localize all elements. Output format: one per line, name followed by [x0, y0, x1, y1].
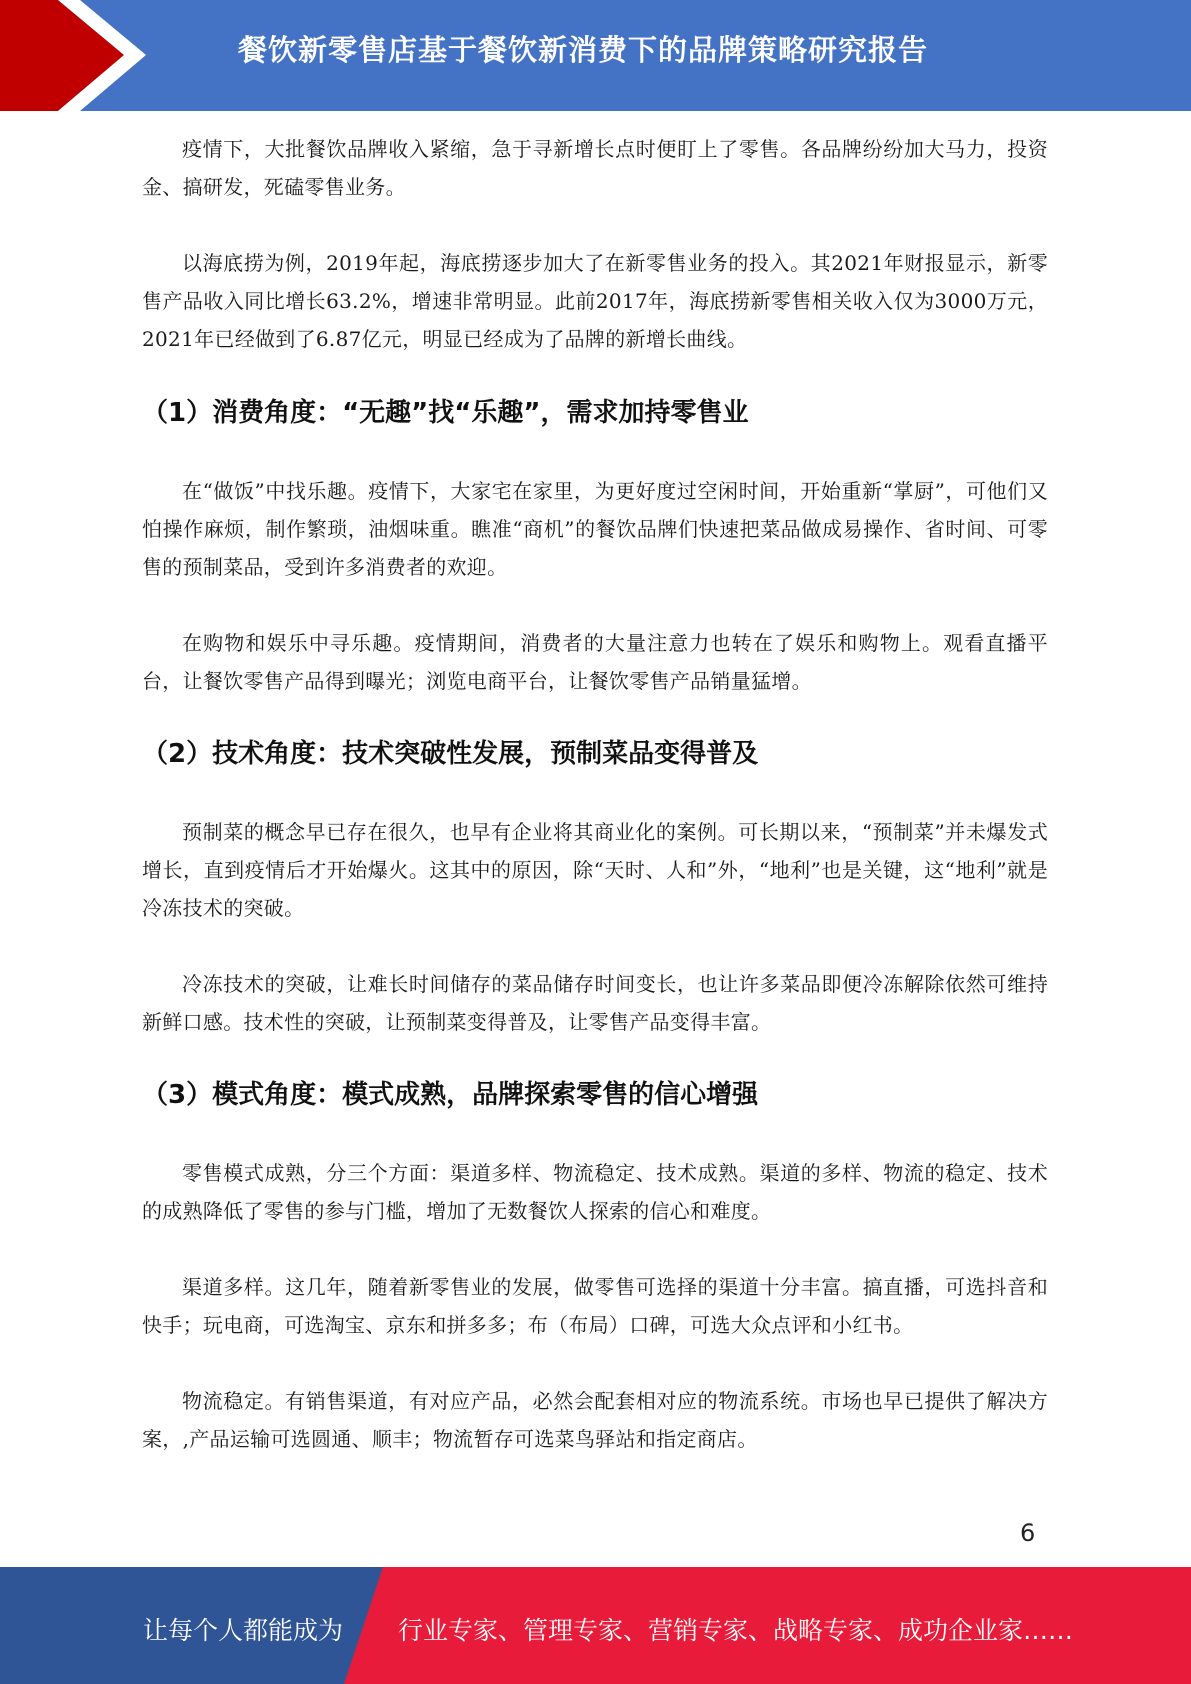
paragraph: 冷冻技术的突破，让难长时间储存的菜品储存时间变长，也让许多菜品即便冷冻解除依然可维持新鲜口感。技术性的突破，让预制菜变得普及，让零售产品变得丰富。 [142, 972, 1048, 1034]
page-header [0, 0, 1191, 111]
paragraph: 预制菜的概念早已存在很久，也早有企业将其商业化的案例。可长期以来，“预制菜”并未爆发式增长，直到疫情后才开始爆火。这其中的原因，除“天时、人和”外，“地利”也是关键，这“地利”就是冷冻技术的突破。 [142, 820, 1048, 920]
footer-slogan-left: 让每个人都能成为 [143, 1616, 344, 1645]
paragraph: 零售模式成熟，分三个方面：渠道多样、物流稳定、技术成熟。渠道的多样、物流的稳定、技术的成熟降低了零售的参与门槛，增加了无数餐饮人探索的信心和难度。 [142, 1161, 1048, 1223]
report-title: 餐饮新零售店基于餐饮新消费下的品牌策略研究报告 [238, 33, 929, 67]
page-number: 6 [1020, 1519, 1036, 1547]
section-heading: （1）消费角度：“无趣”找“乐趣”，需求加持零售业 [142, 398, 749, 428]
paragraph: 疫情下，大批餐饮品牌收入紧缩，急于寻新增长点时便盯上了零售。各品牌纷纷加大马力，投资金、搞研发，死磕零售业务。 [142, 137, 1048, 199]
section-heading: （2）技术角度：技术突破性发展，预制菜品变得普及 [142, 739, 759, 769]
footer-slogan-right: 行业专家、管理专家、营销专家、战略专家、成功企业家…… [398, 1616, 1074, 1645]
page-footer [0, 1567, 1191, 1684]
paragraph: 物流稳定。有销售渠道，有对应产品，必然会配套相对应的物流系统。市场也早已提供了解决方案，,产品运输可选圆通、顺丰；物流暂存可选菜鸟驿站和指定商店。 [142, 1389, 1048, 1451]
article-body [142, 130, 1048, 1458]
section-heading: （3）模式角度：模式成熟，品牌探索零售的信心增强 [142, 1080, 759, 1110]
paragraph: 在“做饭”中找乐趣。疫情下，大家宅在家里，为更好度过空闲时间，开始重新“掌厨”，可他们又怕操作麻烦，制作繁琐，油烟味重。瞧准“商机”的餐饮品牌们快速把菜品做成易操作、省时间、可零售的预制菜品，受到许多消费者的欢迎。 [142, 479, 1048, 579]
paragraph: 在购物和娱乐中寻乐趣。疫情期间，消费者的大量注意力也转在了娱乐和购物上。观看直播平台，让餐饮零售产品得到曝光；浏览电商平台，让餐饮零售产品销量猛增。 [142, 631, 1048, 693]
paragraph: 渠道多样。这几年，随着新零售业的发展，做零售可选择的渠道十分丰富。搞直播，可选抖音和快手；玩电商，可选淘宝、京东和拼多多；布（布局）口碑，可选大众点评和小红书。 [142, 1275, 1048, 1337]
paragraph: 以海底捞为例，2019年起，海底捞逐步加大了在新零售业务的投入。其2021年财报显示，新零售产品收入同比增长63.2%，增速非常明显。此前2017年，海底捞新零售相关收入仅为3000万元，2021年已经做到了6.87亿元，明显已经成为了品牌的新增长曲线。 [142, 251, 1048, 351]
